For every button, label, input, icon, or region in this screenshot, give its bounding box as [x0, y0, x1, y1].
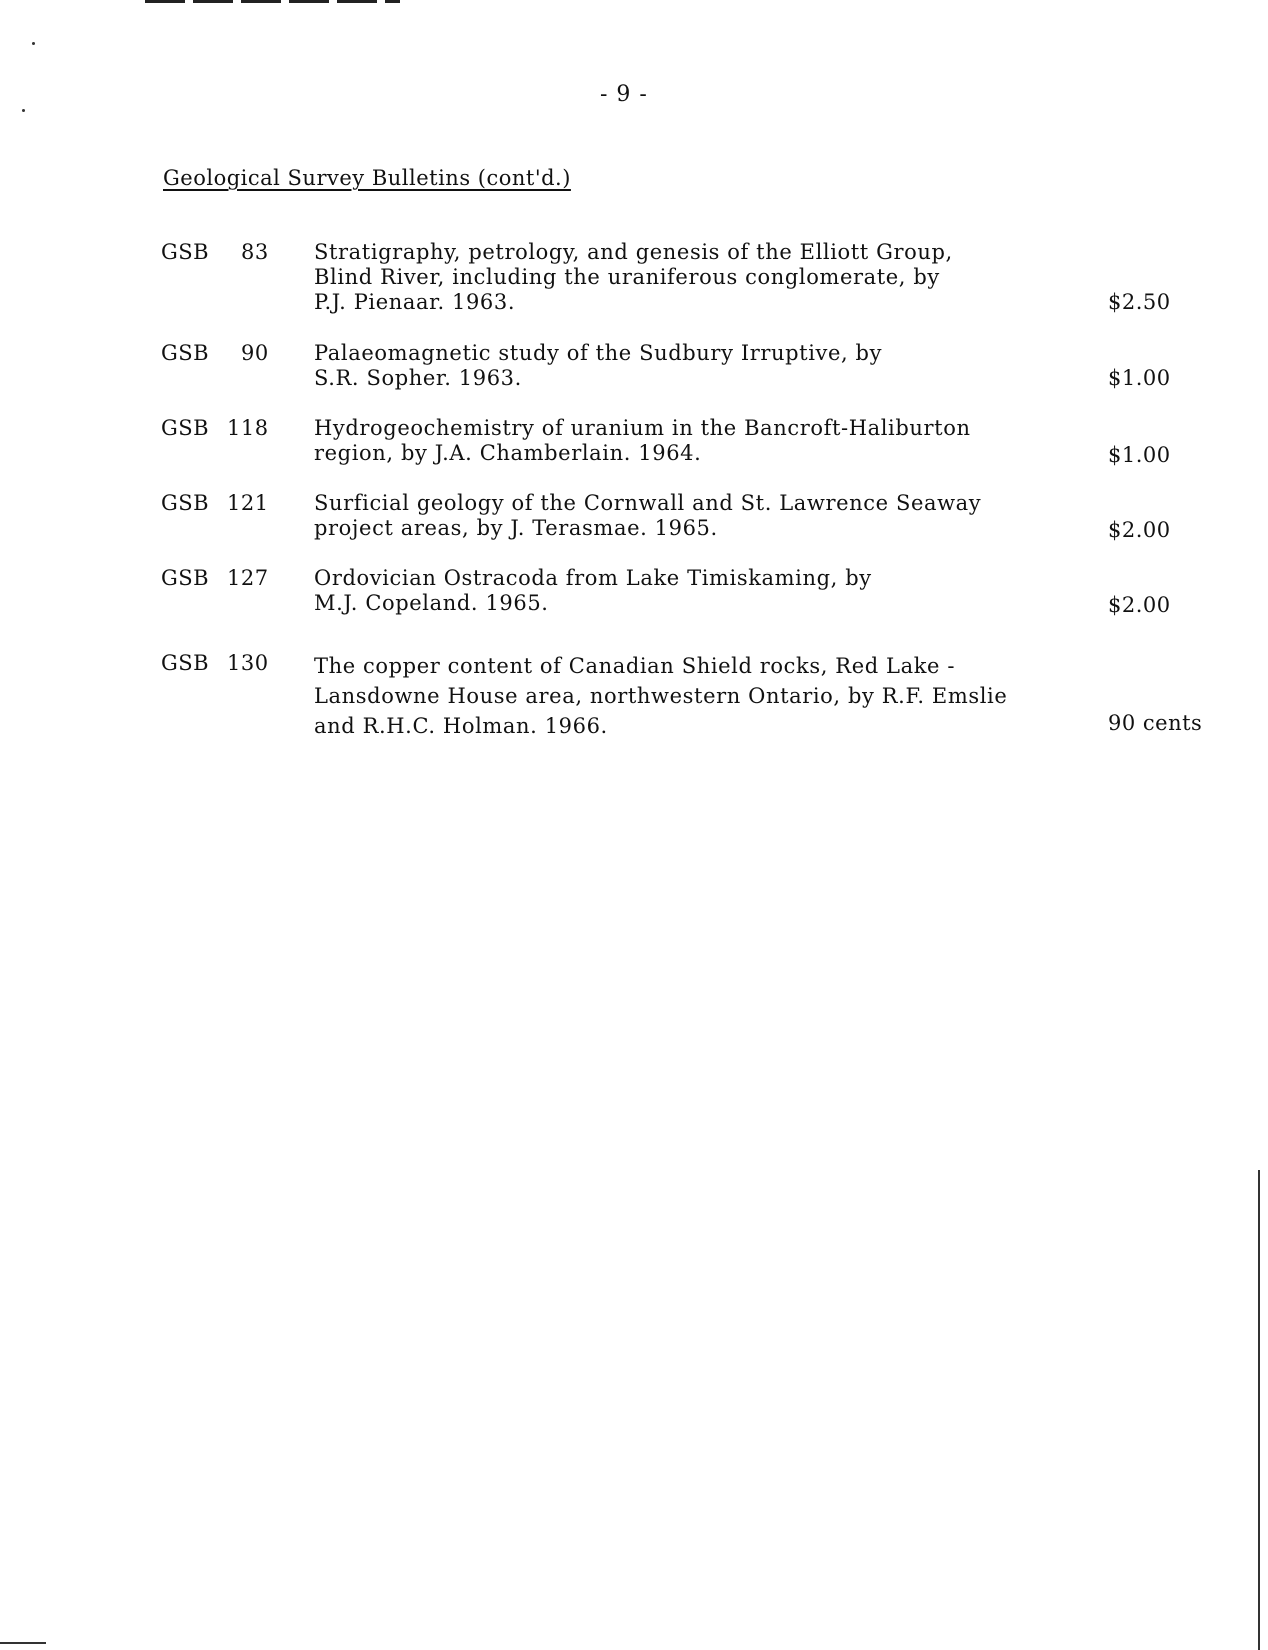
bulletin-price: $1.00	[1108, 366, 1171, 390]
bulletin-description	[314, 566, 1074, 616]
bulletin-number: 121	[227, 491, 269, 515]
description-line: P.J. Pienaar. 1963.	[314, 290, 516, 314]
bulletin-code	[161, 651, 269, 675]
bulletin-description	[314, 416, 1074, 466]
scan-speck	[32, 42, 35, 45]
description-line: Lansdowne House area, northwestern Ontario, by R.F. Emslie	[314, 684, 1008, 708]
description-line: and R.H.C. Holman. 1966.	[314, 714, 608, 738]
description-line: The copper content of Canadian Shield rocks, Red Lake -	[314, 654, 956, 678]
bulletin-price: $2.00	[1108, 518, 1171, 542]
bulletin-code	[161, 416, 269, 440]
bulletin-code	[161, 240, 269, 264]
bulletin-code	[161, 566, 269, 590]
bulletin-price: $2.00	[1108, 593, 1171, 617]
bulletin-description	[314, 651, 1074, 741]
description-line: project areas, by J. Terasmae. 1965.	[314, 516, 718, 540]
description-line: Hydrogeochemistry of uranium in the Bancroft-Haliburton	[314, 416, 971, 440]
bulletin-series: GSB	[161, 341, 210, 365]
bulletin-description	[314, 341, 1074, 391]
bulletin-price: $2.50	[1108, 290, 1171, 314]
scan-edge-bottom	[0, 1642, 46, 1644]
bulletin-number: 130	[227, 651, 269, 675]
section-title: Geological Survey Bulletins (cont'd.)	[163, 166, 571, 190]
scan-edge-right	[1258, 1170, 1260, 1650]
description-line: M.J. Copeland. 1965.	[314, 591, 549, 615]
description-line: region, by J.A. Chamberlain. 1964.	[314, 441, 702, 465]
bulletin-series: GSB	[161, 566, 210, 590]
description-line: S.R. Sopher. 1963.	[314, 366, 522, 390]
bulletin-description	[314, 491, 1074, 541]
bulletin-price: 90 cents	[1108, 711, 1203, 735]
description-line: Blind River, including the uraniferous conglomerate, by	[314, 265, 940, 289]
description-line: Palaeomagnetic study of the Sudbury Irruptive, by	[314, 341, 883, 365]
bulletin-series: GSB	[161, 240, 210, 264]
description-line: Ordovician Ostracoda from Lake Timiskaming, by	[314, 566, 872, 590]
bulletin-code	[161, 341, 269, 365]
bulletin-number: 127	[227, 566, 269, 590]
bulletin-series: GSB	[161, 416, 210, 440]
bulletin-series: GSB	[161, 491, 210, 515]
bulletin-description	[314, 240, 1074, 315]
scan-speck	[22, 109, 25, 112]
bulletin-series: GSB	[161, 651, 210, 675]
bulletin-number: 118	[227, 416, 269, 440]
bulletin-price: $1.00	[1108, 443, 1171, 467]
bulletin-number: 83	[241, 240, 269, 264]
description-line: Stratigraphy, petrology, and genesis of the Elliott Group,	[314, 240, 953, 264]
bulletin-number: 90	[241, 341, 269, 365]
description-line: Surficial geology of the Cornwall and St. Lawrence Seaway	[314, 491, 982, 515]
page-number: - 9 -	[600, 82, 648, 107]
scan-edge-top	[145, 0, 400, 3]
bulletin-code	[161, 491, 269, 515]
